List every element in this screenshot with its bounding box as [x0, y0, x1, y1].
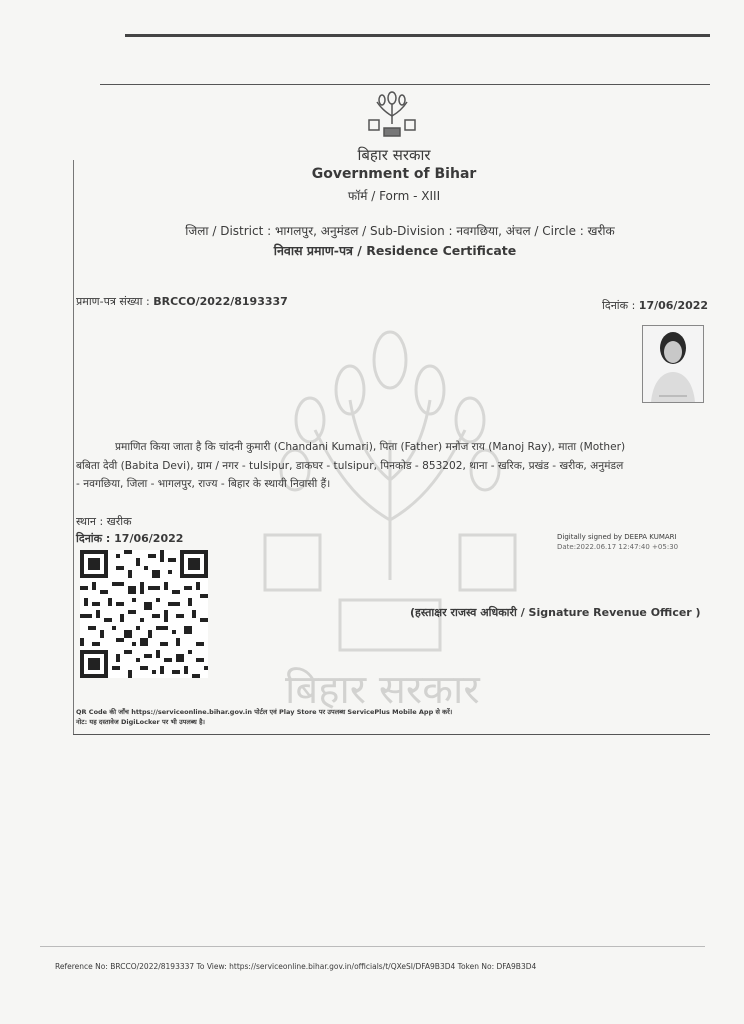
date-label: दिनांक : [602, 299, 636, 312]
watermark-text: बिहार सरकार [285, 667, 480, 713]
district-line: जिला / District : भागलपुर, अनुमंडल / Sub-Division : नवगछिया, अंचल / Circle : खरीक [185, 224, 615, 238]
date-value: 17/06/2022 [638, 299, 709, 312]
cert-no-value: BRCCO/2022/8193337 [153, 295, 288, 308]
issue-date [602, 298, 708, 313]
digilocker-note: नोट: यह दस्तावेज DigiLocker पर भी उपलब्ध है। [76, 718, 205, 726]
bottom-rule [73, 734, 710, 735]
title-hindi: बिहार सरकार [357, 146, 431, 164]
applicant-photo [642, 325, 704, 403]
title-english: Government of Bihar [311, 166, 477, 182]
certificate-body-line-1: प्रमाणित किया जाता है कि चांदनी कुमारी (Chandani Kumari), पिता (Father) मनोज राय (Manoj Ray), माता (Mother) [115, 441, 626, 453]
person-photo-icon [643, 326, 703, 402]
footer-reference: Reference No: BRCCO/2022/8193337 To View: https://serviceonline.bihar.gov.in/officials/t/QXeSI/DFA9B3D4 Token No: DFA9B3D4 [55, 962, 537, 971]
certificate-number [76, 294, 288, 309]
place-line: स्थान : खरीक [76, 515, 132, 528]
digital-signature-line-2: Date:2022.06.17 12:47:40 +05:30 [557, 543, 679, 551]
place-date-line: दिनांक : 17/06/2022 [76, 532, 184, 545]
qr-verification-note: QR Code की जाँच https://serviceonline.bihar.gov.in पोर्टल एवं Play Store पर उपलब्ध ServicePlus Mobile App से करें। [76, 708, 453, 716]
digital-signature-line-1: Digitally signed by DEEPA KUMARI [557, 533, 677, 541]
certificate-title: निवास प्रमाण-पत्र / Residence Certificate [273, 243, 517, 258]
header-rule [100, 84, 710, 85]
qr-code[interactable] [80, 550, 208, 678]
left-border [73, 160, 74, 735]
form-number: फॉर्म / Form - XIII [347, 189, 441, 203]
top-scan-line [125, 34, 710, 37]
bihar-emblem-watermark [255, 320, 525, 700]
footer-rule [40, 946, 705, 947]
certificate-body-line-3: - नवगछिया, जिला - भागलपुर, राज्य - बिहार के स्थायी निवासी हैं। [76, 478, 331, 490]
signature-revenue-officer: (हस्ताक्षर राजस्व अधिकारी / Signature Revenue Officer ) [410, 606, 701, 619]
bihar-emblem-icon [365, 90, 419, 138]
certificate-body-line-2: बबिता देवी (Babita Devi), ग्राम / नगर - tulsipur, डाकघर - tulsipur, पिनकोड - 853202, थाना - खरिक, प्रखंड - खरीक, अनुमंडल [76, 460, 624, 472]
cert-no-label: प्रमाण-पत्र संख्या : [76, 295, 150, 308]
